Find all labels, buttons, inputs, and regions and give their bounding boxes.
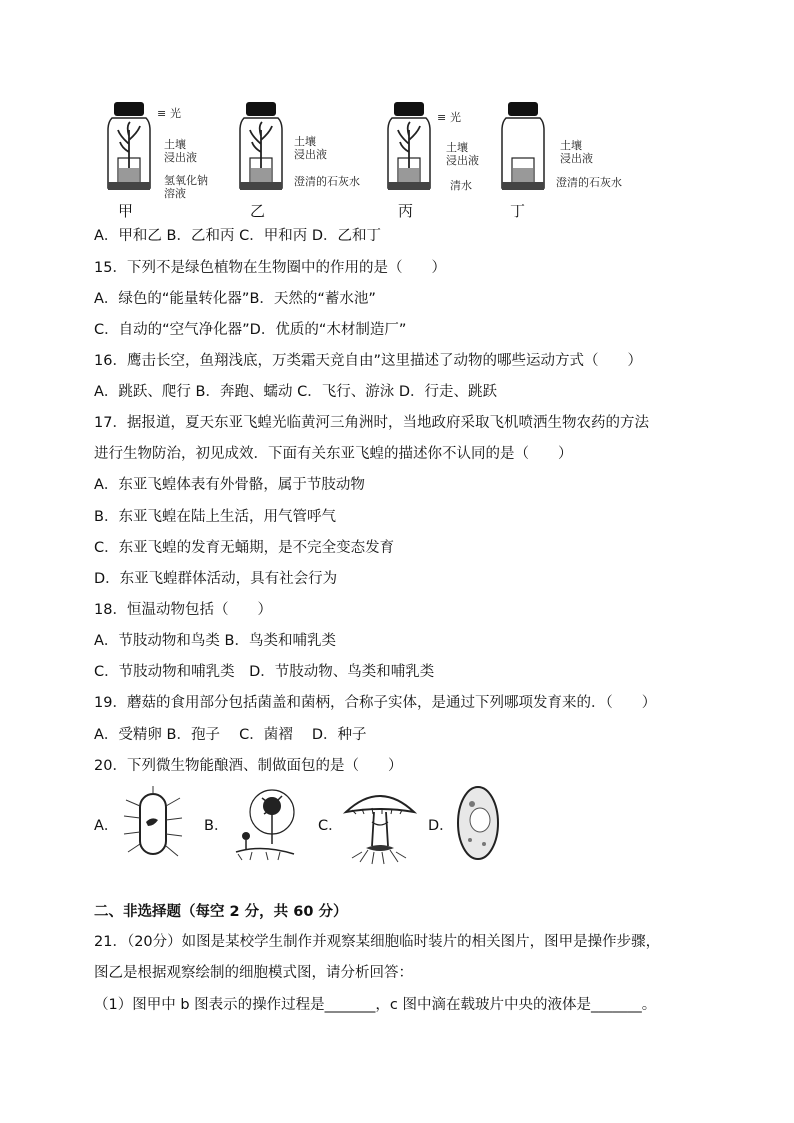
q17-option-d: D．东亚飞蝗群体活动，具有社会行为 (94, 571, 338, 587)
bacterium-figure (120, 786, 186, 862)
q18-options-line2: C．节肢动物和哺乳类 D．节肢动物、鸟类和哺乳类 (94, 664, 435, 680)
jar-yi-caption: 乙 (250, 202, 266, 220)
jar-jia-light-label: 光 (170, 107, 181, 120)
q17-option-b: B．东亚飞蝗在陆上生活，用气管呼气 (94, 509, 336, 525)
q19-options: A．受精卵 B．孢子 C．菌褶 D．种子 (94, 727, 367, 743)
mold-figure (232, 786, 298, 862)
jar-jia-liquid-label: 氢氧化钠 (164, 174, 208, 187)
jar-figure-jia (100, 100, 160, 196)
q14-options: A．甲和乙 B．乙和丙 C．甲和丙 D．乙和丁 (94, 228, 381, 244)
jar-yi-liquid-label: 澄清的石灰水 (294, 175, 360, 188)
q14-figure-row (94, 96, 654, 226)
q20-option-c-letter: C． (318, 818, 343, 834)
jar-ding-extract-label: 浸出液 (560, 152, 593, 165)
q17-option-a: A．东亚飞蝗体表有外骨骼，属于节肢动物 (94, 477, 365, 493)
jar-jia-extract-label: 浸出液 (164, 151, 197, 164)
jar-bing-liquid-label: 清水 (450, 179, 472, 192)
jar-jia-caption: 甲 (118, 202, 134, 220)
q17-option-c: C．东亚飞蝗的发育无蛹期，是不完全变态发育 (94, 540, 395, 556)
jar-bing-light-label: 光 (450, 111, 461, 124)
q19-stem: 19．蘑菇的食用部分包括菌盖和菌柄，合称子实体，是通过下列哪项发育来的．（ ） (94, 695, 657, 711)
q21-sub1: （1）图甲中 b 图表示的操作过程是_______，c 图中滴在载玻片中央的液体是_______。 (94, 997, 657, 1013)
yeast-figure (454, 784, 502, 862)
jar-figure-ding (494, 100, 554, 196)
jar-ding-liquid-label: 澄清的石灰水 (556, 176, 622, 189)
q20-option-a-letter: A． (94, 818, 119, 834)
q16-options: A．跳跃、爬行 B．奔跑、蠕动 C．飞行、游泳 D．行走、跳跃 (94, 384, 497, 400)
q15-options-line1: A．绿色的“能量转化器”B．天然的“蓄水池” (94, 291, 376, 307)
jar-bing-soil-label: 土壤 (446, 141, 468, 154)
jar-bing-light-arrow: ≡ (437, 111, 447, 124)
q21-stem-line1: 21．（20分）如图是某校学生制作并观察某细胞临时装片的相关图片，图甲是操作步骤， (94, 934, 661, 950)
mushroom-figure (342, 782, 418, 866)
q20-option-b-letter: B． (204, 818, 229, 834)
q18-stem: 18．恒温动物包括（ ） (94, 602, 272, 618)
q21-stem-line2: 图乙是根据观察绘制的细胞模式图，请分析回答： (94, 965, 413, 981)
q15-stem: 15．下列不是绿色植物在生物圈中的作用的是（ ） (94, 260, 446, 276)
section-heading-non-choice: 二、非选择题（每空 2 分，共 60 分） (94, 904, 348, 920)
jar-ding-soil-label: 土壤 (560, 139, 582, 152)
jar-bing-extract-label: 浸出液 (446, 154, 479, 167)
jar-bing-caption: 丙 (398, 202, 414, 220)
q15-options-line2: C．自动的“空气净化器”D．优质的“木材制造厂” (94, 322, 407, 338)
jar-jia-liquid-label-2: 溶液 (164, 187, 186, 200)
q16-stem: 16．鹰击长空，鱼翔浅底，万类霜天竞自由”这里描述了动物的哪些运动方式（ ） (94, 353, 642, 369)
q20-option-d-letter: D． (428, 818, 454, 834)
jar-ding-caption: 丁 (510, 202, 526, 220)
jar-jia-light-arrow: ≡ (157, 107, 167, 120)
q20-stem: 20．下列微生物能酿酒、制做面包的是（ ） (94, 758, 403, 774)
q17-stem-line1: 17．据报道，夏天东亚飞蝗光临黄河三角洲时，当地政府采取飞机喷洒生物农药的方法 (94, 415, 649, 431)
jar-yi-soil-label: 土壤 (294, 135, 316, 148)
jar-figure-bing (380, 100, 440, 196)
q18-options-line1: A．节肢动物和鸟类 B．鸟类和哺乳类 (94, 633, 336, 649)
jar-jia-soil-label: 土壤 (164, 138, 186, 151)
jar-yi-extract-label: 浸出液 (294, 148, 327, 161)
q17-stem-line2: 进行生物防治，初见成效．下面有关东亚飞蝗的描述你不认同的是（ ） (94, 446, 573, 462)
jar-figure-yi (232, 100, 292, 196)
